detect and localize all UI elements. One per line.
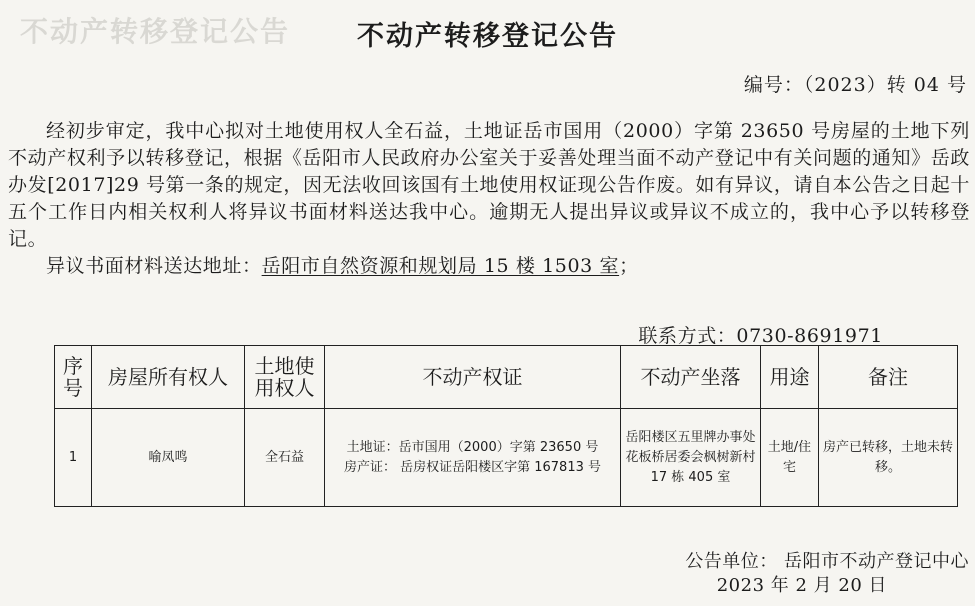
- notice-title: 不动产转移登记公告: [357, 21, 618, 52]
- address-value: 岳阳市自然资源和规划局 15 楼 1503 室: [261, 255, 620, 277]
- cell-land-user: 全石益: [245, 409, 325, 507]
- header-land-user: 土地使用权人: [245, 346, 325, 409]
- header-location: 不动产坐落: [621, 346, 761, 409]
- issue-date: 2023 年 2 月 20 日: [716, 575, 887, 596]
- document-number: 编号：（2023）转 04 号: [743, 74, 967, 96]
- cell-note: 房产已转移，土地未转移。: [819, 409, 958, 507]
- cert-house: 房产证： 岳房权证岳阳楼区字第 167813 号: [343, 459, 602, 475]
- cert-land: 土地证：岳市国用（2000）字第 23650 号: [346, 439, 599, 455]
- cell-location: 岳阳楼区五里牌办事处花板桥居委会枫树新村 17 栋 405 室: [621, 409, 761, 507]
- issuing-unit-value: 岳阳市不动产登记中心: [784, 551, 969, 572]
- cell-seq: 1: [55, 409, 92, 507]
- cell-use: 土地/住宅: [761, 409, 819, 507]
- contact-line: [638, 321, 883, 348]
- cell-cert: [325, 409, 621, 507]
- header-owner: 房屋所有权人: [92, 346, 245, 409]
- cell-owner: 喻凤鸣: [92, 409, 245, 507]
- header-use: 用途: [761, 346, 819, 409]
- issuing-unit-line: [685, 547, 969, 573]
- header-note: 备注: [819, 346, 958, 409]
- table-header-row: [55, 346, 958, 409]
- objection-address-line: [46, 251, 639, 278]
- notice-body: 经初步审定，我中心拟对土地使用权人全石益，土地证岳市国用（2000）字第 23650 号房屋的土地下列不动产权利予以转移登记，根据《岳阳市人民政府办公室关于妥善处理当面不动产登记中有关问题的通知》岳政办发[2017]29 号第一条的规定，因无法收回该国有土地使用权证现公告作废。如有异议，请自本公告之日起十五个工作日内相关权利人将异议书面材料送达我中心。逾期无人提出异议或异议不成立的，我中心予以转移登记。: [8, 120, 970, 250]
- address-label: 异议书面材料送达地址：: [46, 255, 262, 277]
- issuing-unit-label: 公告单位：: [685, 551, 778, 572]
- bleed-through-text: 不动产转移登记公告: [20, 15, 291, 48]
- header-cert: 不动产权证: [325, 346, 621, 409]
- contact-label: 联系方式：: [638, 325, 737, 347]
- transfer-table: [54, 345, 958, 507]
- contact-phone: 0730-8691971: [736, 325, 883, 347]
- header-seq: 序号: [55, 346, 92, 409]
- table-row: [55, 409, 958, 507]
- address-tail: ；: [619, 255, 639, 277]
